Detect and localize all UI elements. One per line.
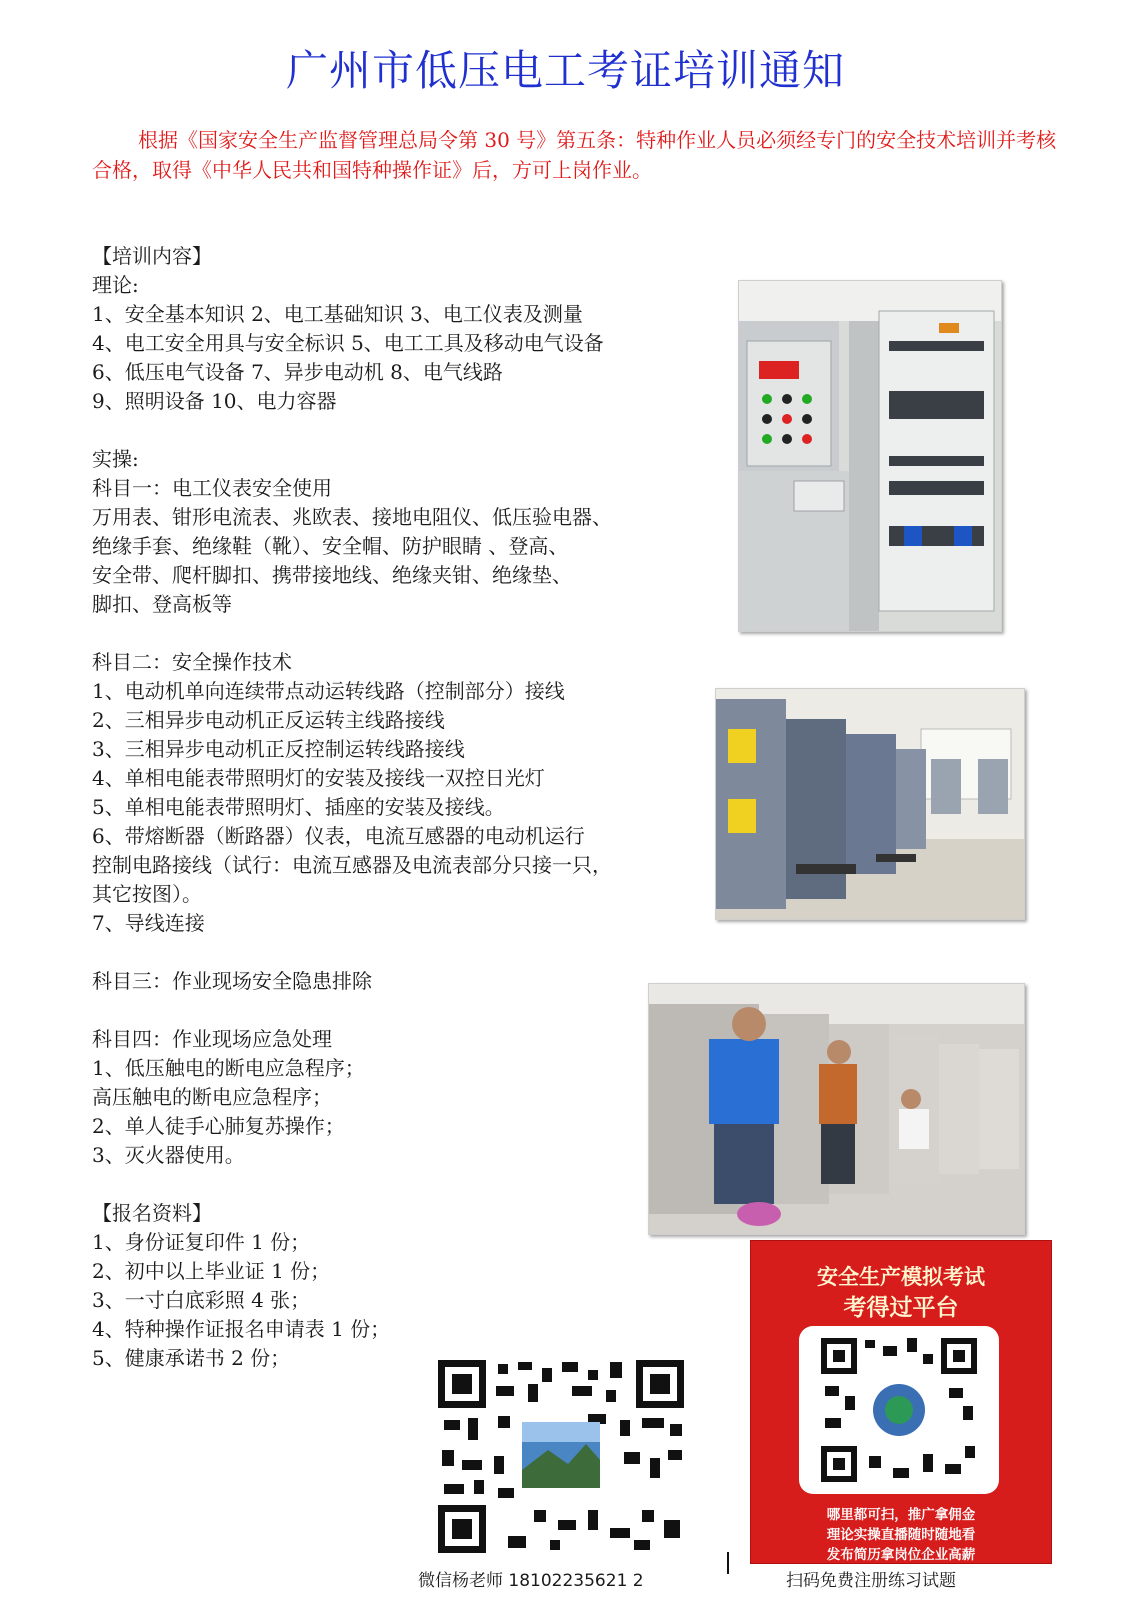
poster-line: 发布简历拿岗位企业高薪	[826, 1547, 976, 1563]
subject-two-heading: 科目二：安全操作技术	[92, 650, 292, 674]
subject-two-item: 7、导线连接	[92, 911, 205, 935]
subject-three-heading: 科目三：作业现场安全隐患排除	[92, 969, 372, 993]
subject-two-item: 控制电路接线（试行：电流互感器及电流表部分只接一只，	[92, 853, 612, 877]
subject-two-item: 2、三相异步电动机正反运转主线路接线	[92, 708, 445, 732]
poster-line: 哪里都可扫，推广拿佣金	[826, 1507, 976, 1523]
section-heading-registration: 【报名资料】	[92, 1201, 212, 1225]
registration-item: 3、一寸白底彩照 4 张；	[92, 1288, 311, 1312]
poster-subtitle: 考得过平台	[843, 1295, 959, 1321]
subject-four-item: 3、灭火器使用。	[92, 1143, 245, 1167]
subject-one-heading: 科目一：电工仪表安全使用	[92, 476, 332, 500]
theory-item: 6、低压电气设备 7、异步电动机 8、电气线路	[92, 360, 503, 384]
registration-poster	[750, 1240, 1052, 1564]
workers-photo	[648, 983, 1025, 1235]
wechat-qr-code	[438, 1360, 684, 1553]
theory-item: 1、安全基本知识 2、电工基础知识 3、电工仪表及测量	[92, 302, 583, 326]
theory-item: 9、照明设备 10、电力容器	[92, 389, 337, 413]
training-room-photo	[715, 688, 1025, 920]
subject-one-text: 安全带、爬杆脚扣、携带接地线、绝缘夹钳、绝缘垫、	[92, 563, 572, 587]
subject-one-text: 脚扣、登高板等	[92, 592, 232, 616]
subject-one-text: 绝缘手套、绝缘鞋（靴）、安全帽、防护眼睛 、登高、	[92, 534, 569, 558]
subject-two-item: 1、电动机单向连续带点动运转线路（控制部分）接线	[92, 679, 565, 703]
poster-qr-code	[799, 1326, 999, 1494]
cabinet-photo	[738, 280, 1002, 632]
practice-label: 实操:	[92, 447, 139, 471]
poster-line: 理论实操直播随时随地看	[826, 1527, 976, 1543]
subject-four-item: 高压触电的断电应急程序；	[92, 1085, 332, 1109]
subject-two-item: 4、单相电能表带照明灯的安装及接线一双控日光灯	[92, 766, 545, 790]
theory-item: 4、电工安全用具与安全标识 5、电工工具及移动电气设备	[92, 331, 604, 355]
subject-one-text: 万用表、钳形电流表、兆欧表、接地电阻仪、低压验电器、	[92, 505, 612, 529]
registration-item: 2、初中以上毕业证 1 份；	[92, 1259, 331, 1283]
theory-label: 理论:	[92, 273, 139, 297]
subject-four-heading: 科目四：作业现场应急处理	[92, 1027, 332, 1051]
register-caption: 扫码免费注册练习试题	[786, 1571, 956, 1591]
subject-four-item: 1、低压触电的断电应急程序；	[92, 1056, 365, 1080]
subject-two-item: 3、三相异步电动机正反控制运转线路接线	[92, 737, 465, 761]
registration-item: 1、身份证复印件 1 份；	[92, 1230, 311, 1254]
wechat-caption: 微信杨老师 18102235621 2	[418, 1571, 644, 1591]
divider	[727, 1552, 729, 1574]
subject-two-item: 6、带熔断器（断路器）仪表，电流互感器的电动机运行	[92, 824, 585, 848]
poster-title: 安全生产模拟考试	[817, 1265, 985, 1289]
registration-item: 5、健康承诺书 2 份；	[92, 1346, 291, 1370]
intro-paragraph: 根据《国家安全生产监督管理总局令第 30 号》第五条：特种作业人员必须经专门的安全技术培训并考核合格，取得《中华人民共和国特种操作证》后，方可上岗作业。	[92, 128, 1057, 182]
subject-two-item: 5、单相电能表带照明灯、插座的安装及接线。	[92, 795, 505, 819]
subject-two-item: 其它按图）。	[92, 882, 202, 906]
subject-four-item: 2、单人徒手心肺复苏操作；	[92, 1114, 345, 1138]
section-heading-training: 【培训内容】	[92, 244, 212, 268]
notice-title: 广州市低压电工考证培训通知	[285, 46, 845, 95]
registration-item: 4、特种操作证报名申请表 1 份；	[92, 1317, 391, 1341]
